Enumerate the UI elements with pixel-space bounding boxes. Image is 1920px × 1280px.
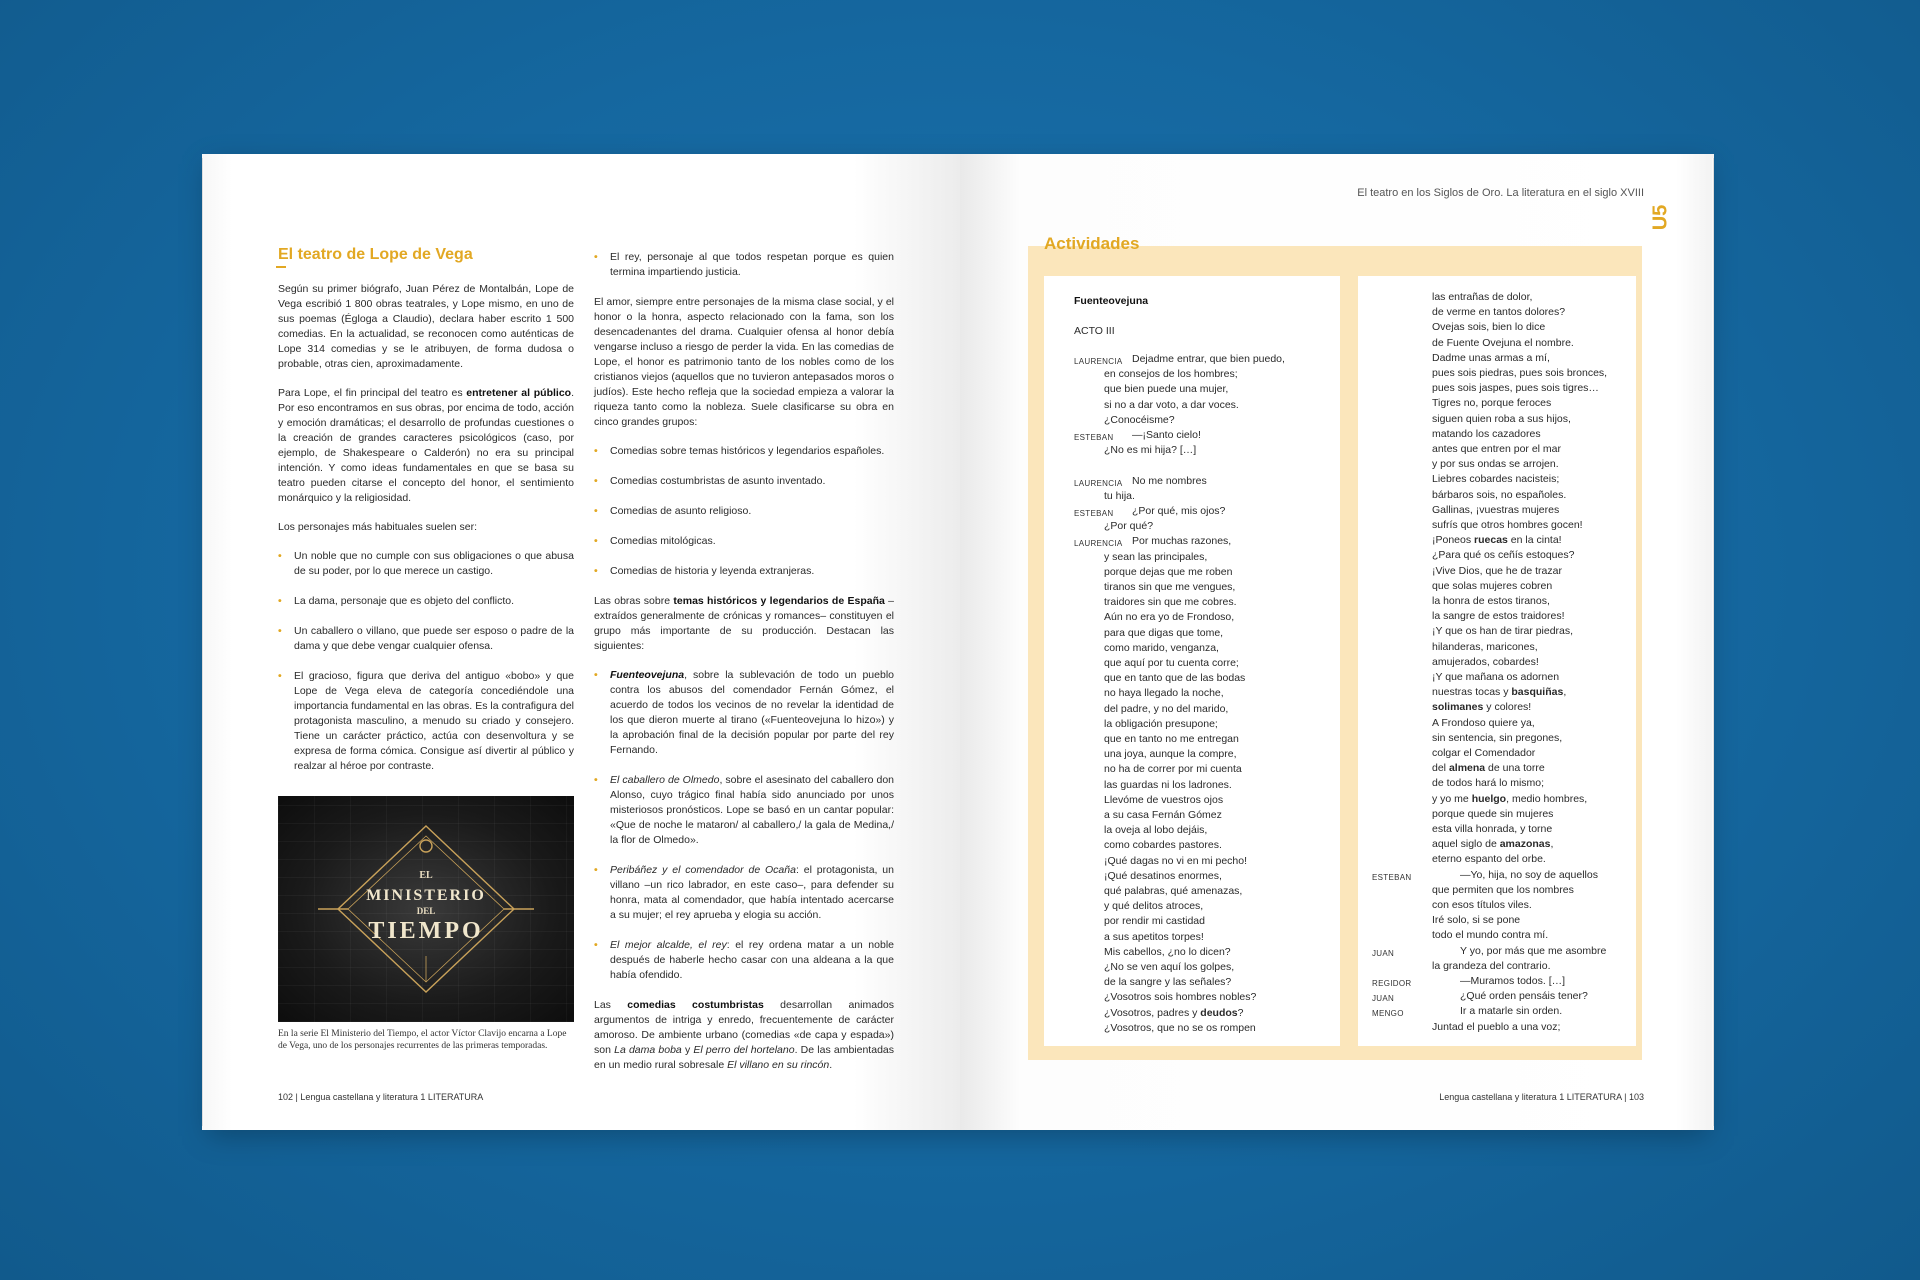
poem-panel-1 — [1044, 276, 1340, 1046]
verse-line: la oveja al lobo dejáis, — [1104, 824, 1208, 837]
work-title: El caballero de Olmedo — [610, 774, 720, 786]
verse-line: a sus apetitos torpes! — [1104, 930, 1204, 943]
act-label: ACTO III — [1074, 325, 1115, 337]
right-page — [960, 154, 1714, 1130]
verse-line: ¡Qué desatinos enormes, — [1104, 869, 1222, 882]
verse-line: Llevóme de vuestros ojos — [1104, 793, 1224, 806]
characters-list — [278, 549, 574, 774]
list-item: • El rey, personaje al que todos respetan porque es quien termina impartiendo justicia. — [594, 250, 894, 280]
series-photo — [278, 796, 574, 1022]
verse-line: que solas mujeres cobren — [1432, 579, 1553, 592]
verse-line: solimanes y colores! — [1432, 701, 1532, 714]
verse-line: de verme en tantos dolores? — [1432, 306, 1566, 319]
svg-text:MINISTERIO: MINISTERIO — [366, 887, 486, 904]
svg-text:EL: EL — [419, 870, 433, 881]
verse-line: no ha de correr por mi cuenta — [1104, 763, 1242, 776]
page-number-right: Lengua castellana y literatura 1 LITERATURA | 103 — [1439, 1092, 1644, 1102]
verse-line: del padre, y no del marido, — [1104, 702, 1229, 715]
verse-line: No me nombres — [1132, 474, 1207, 487]
list-item: • Comedias de asunto religioso. — [594, 504, 894, 519]
list-item: • Un noble que no cumple con sus obligaciones o que abusa de su poder, por lo que merece un castigo. — [278, 549, 574, 579]
paragraph-intro: Según su primer biógrafo, Juan Pérez de Montalbán, Lope de Vega escribió 1 800 obras teatrales, y Lope mismo, en uno de sus poemas (Égloga a Claudio), declara haber escrito 1 500 comedias. En la actualidad, se reconocen como auténticas de Lope 314 comedias y se le atribuyen, de forma dudosa o probable, otras cien, aproximadamente. — [278, 283, 574, 370]
verse-line: Juntad el pueblo a una voz; — [1432, 1020, 1561, 1033]
verse-line: porque dejas que me roben — [1104, 565, 1233, 578]
verse-line: Liebres cobardes nacisteis; — [1432, 473, 1560, 486]
verse-line: que aquí por tu cuenta corre; — [1104, 657, 1239, 669]
page-edges-right — [1712, 158, 1714, 1126]
open-textbook — [202, 154, 1714, 1130]
verse-line: nuestras tocas y basquiñas, — [1432, 686, 1567, 699]
verse-line: de todos hará lo mismo; — [1432, 777, 1545, 790]
king-list — [594, 250, 894, 280]
ministerio-logo — [278, 796, 574, 1022]
verse-line: ¿Qué orden pensáis tener? — [1460, 990, 1588, 1003]
verse-line: ¡Y que mañana os adornen — [1432, 671, 1560, 683]
verse-line: Tigres no, porque feroces — [1432, 397, 1552, 410]
paragraph-love-honor: El amor, siempre entre personajes de la misma clase social, y el honor o la honra, aspecto relacionado con la fama, son los desencadenantes del drama. Cualquier ofensa al honor debía vengarse incluso a riesgo de perder la vida. En las comedias de Lope, el honor es patrimonio tanto de los nobles como de los cristianos viejos (aquellos que no tuvieron antepasados moros o judíos). Este hecho refleja que la sociedad empieza a valorar la riqueza tanto como la nobleza. Suele clasificarse su obra en cinco grandes grupos: — [594, 296, 894, 428]
paragraph-costumbristas: Las comedias costumbristas desarrollan animados argumentos de intriga y enredo, frecuentemente de carácter amoroso. De ambiente urbano (comedias «de capa y espada») son La dama boba y El perro del hortelano. De las ambientadas en un medio rural sobresale El villano en su rincón. — [594, 999, 894, 1071]
list-item: • El caballero de Olmedo, sobre el asesinato del caballero don Alonso, cuyo trágico final había sido anunciado por unos misteriosos pronósticos. Lope se basó en un cantar popular: «Que de noche le mataron/ al caballero,/ la gala de Medina,/ la flor de Olmedo». — [594, 773, 894, 848]
verse-line: hilanderas, maricones, — [1432, 640, 1538, 653]
svg-text:DEL: DEL — [416, 906, 436, 916]
verse-line: ¿No se ven aquí los golpes, — [1104, 961, 1235, 973]
play-title: Fuenteovejuna — [1074, 295, 1149, 307]
verse-line: por rendir mi castidad — [1104, 915, 1205, 928]
speaker-name: ESTEBAN — [1074, 509, 1114, 518]
verse-line: traidores sin que me cobres. — [1104, 596, 1237, 609]
speaker-name: ESTEBAN — [1372, 872, 1412, 882]
groups-list — [594, 444, 894, 579]
verse-line: como cobardes pastores. — [1104, 839, 1222, 852]
list-item: • Comedias sobre temas históricos y legendarios españoles. — [594, 444, 894, 459]
verse-line: en consejos de los hombres; — [1104, 368, 1238, 381]
verse-line: y sean las principales, — [1104, 550, 1208, 563]
verse-line: la obligación presupone; — [1104, 717, 1218, 730]
verse-line: Aún no era yo de Frondoso, — [1104, 611, 1235, 624]
verse-line: antes que entren por el mar — [1432, 443, 1561, 455]
verse-line: ¿Vosotros, padres y deudos? — [1104, 1006, 1244, 1019]
bold-term: temas históricos y legendarios de España — [673, 595, 885, 607]
verse-line: ¡Vive Dios, que he de trazar — [1432, 564, 1562, 577]
verse-line: Y yo, por más que me asombre — [1460, 944, 1607, 957]
speaker-name: ESTEBAN — [1074, 433, 1114, 442]
list-item: • Un caballero o villano, que puede ser esposo o padre de la dama y que debe vengar cualquier ofensa. — [278, 624, 574, 654]
speaker-name: JUAN — [1372, 948, 1395, 958]
svg-text:TIEMPO: TIEMPO — [368, 918, 484, 944]
running-head: El teatro en los Siglos de Oro. La literatura en el siglo XVIII — [1357, 187, 1644, 199]
left-page — [202, 154, 960, 1130]
bold-term: entretener al público — [466, 387, 572, 399]
verse-line: Por muchas razones, — [1132, 535, 1232, 548]
work-title: El mejor alcalde, el rey — [610, 939, 727, 951]
verse-line: colgar el Comendador — [1432, 747, 1536, 759]
verse-line: A Frondoso quiere ya, — [1432, 716, 1535, 729]
verse-line: sin sentencia, sin pregones, — [1432, 731, 1563, 744]
list-item: • Peribáñez y el comendador de Ocaña: el protagonista, un villano –un rico labrador, en este caso–, para defender su honra, mata al comendador, que había intentado acercarse a su mujer; el rey aprueba y elogia su acción. — [594, 863, 894, 923]
paragraph-purpose: Para Lope, el fin principal del teatro es entretener al público. Por eso encontramos en sus obras, por encima de todo, acción y emoción dramáticas; el desarrollo de profundas cuestiones o la creación de grandes caracteres psicológicos (caso, por ejemplo, de Shakespeare o Calderón) no era su principal intención. Y como ideas fundamentales en que se basa su teatro pueden citarse el concepto del honor, el sentimiento monárquico y la religiosidad. — [278, 387, 574, 504]
speaker-name: MENGO — [1372, 1009, 1404, 1019]
verse-line: amujerados, cobardes! — [1432, 655, 1539, 668]
verse-line: a su casa Fernán Gómez — [1104, 809, 1222, 821]
speaker-name: LAURENCIA — [1074, 478, 1123, 488]
list-item: • Comedias costumbristas de asunto inventado. — [594, 474, 894, 489]
verse-line: tiranos sin que me vengues, — [1104, 581, 1236, 593]
unit-label: U5 — [1649, 204, 1672, 231]
poem-panel-2 — [1358, 276, 1636, 1046]
verse-line: la honra de estos tiranos, — [1432, 595, 1550, 607]
verse-line: y por sus ondas se arrojen. — [1432, 458, 1559, 471]
verse-line: de la sangre y las señales? — [1104, 976, 1232, 989]
section-title: El teatro de Lope de Vega — [278, 246, 473, 263]
verse-line: si no a dar voto, a dar voces. — [1104, 398, 1239, 411]
verse-line: que en tanto no me entregan — [1104, 733, 1239, 745]
verse-line: ¡Poneos ruecas en la cinta! — [1432, 534, 1562, 547]
title-accent-bar — [276, 266, 286, 268]
verse-line: —¡Santo cielo! — [1132, 429, 1201, 441]
verse-line: tu hija. — [1104, 489, 1135, 502]
list-item: • La dama, personaje que es objeto del conflicto. — [278, 594, 574, 609]
verse-line: que bien puede una mujer, — [1104, 383, 1229, 396]
paragraph-characters: Los personajes más habituales suelen ser: — [278, 521, 478, 533]
verse-line: y yo me huelgo, medio hombres, — [1432, 792, 1588, 805]
list-item: • Comedias mitológicas. — [594, 534, 894, 549]
verse-line: de Fuente Ovejuna el nombre. — [1432, 336, 1574, 349]
verse-line: que en tanto que de las bodas — [1104, 672, 1246, 685]
work-title: Peribáñez y el comendador de Ocaña — [610, 864, 796, 876]
verse-line: con esos títulos viles. — [1432, 899, 1532, 911]
verse-line: todo el mundo contra mí. — [1432, 929, 1549, 942]
photo-caption: En la serie El Ministerio del Tiempo, el actor Víctor Clavijo encarna a Lope de Vega, uno de los personajes recurrentes de las primeras temporadas. — [278, 1029, 567, 1051]
page-number-left: 102 | Lengua castellana y literatura 1 LITERATURA — [278, 1092, 484, 1102]
verse-line: Iré solo, si se pone — [1432, 914, 1521, 927]
verse-line: para que digas que tome, — [1104, 626, 1224, 639]
verse-line: sufrís que otros hombres gocen! — [1432, 519, 1583, 531]
verse-line: no haya llegado la noche, — [1104, 687, 1224, 700]
verse-line: del almena de una torre — [1432, 762, 1545, 775]
left-column-2 — [594, 250, 894, 1087]
verse-line: ¡Y que os han de tirar piedras, — [1432, 625, 1574, 638]
list-item: • Fuenteovejuna, sobre la sublevación de todo un pueblo contra los abusos del comendador Fernán Gómez, el acuerdo de todos los vecinos de no revelar la identidad de los que dieron muerte al tirano («Fuenteovejuna lo hizo») y la aprobación final de la decisión popular por parte del rey Fernando. — [594, 668, 894, 758]
verse-line: como marido, venganza, — [1104, 641, 1219, 654]
speaker-name: LAURENCIA — [1074, 357, 1123, 366]
verse-line: aquel siglo de amazonas, — [1432, 838, 1554, 851]
list-item: • El mejor alcalde, el rey: el rey ordena matar a un noble después de haberle hecho casar con una aldeana a la que había ofendido. — [594, 938, 894, 983]
verse-line: ¿Conocéisme? — [1104, 413, 1175, 426]
verse-line: porque quede sin mujeres — [1432, 807, 1554, 820]
verse-line: Dejadme entrar, que bien puedo, — [1132, 353, 1285, 365]
list-item: • El gracioso, figura que deriva del antiguo «bobo» y que Lope de Vega eleva de categoría concediéndole una importancia fundamental en las obras. Es la contrafigura del protagonista masculino, a menudo su criado y consejero. Tiene un carácter práctico, actúa con desenvoltura y se expresa de forma cómica. Consigue así divertir al público y realzar al héroe por contraste. — [278, 669, 574, 774]
verse-line: Dadme unas armas a mí, — [1432, 351, 1550, 364]
speaker-name: LAURENCIA — [1074, 539, 1123, 549]
verse-line: ¿No es mi hija? […] — [1104, 444, 1197, 457]
verse-line: —Yo, hija, no soy de aquellos — [1460, 868, 1598, 881]
verse-line: ¿Por qué? — [1104, 520, 1154, 533]
speaker-name: REGIDOR — [1372, 979, 1412, 988]
verse-line: la grandeza del contrario. — [1432, 959, 1551, 972]
verse-line: que permiten que los nombres — [1432, 883, 1574, 896]
paragraph-historical: Las obras sobre temas históricos y legendarios de España –extraídos generalmente de crónicas y romances– constituyen el grupo más importante de su producción. Destacan las siguientes: — [594, 595, 894, 652]
verse-line: pues sois jaspes, pues sois tigres… — [1432, 382, 1599, 395]
verse-line: una joya, aunque la compre, — [1104, 748, 1237, 761]
left-column-1 — [278, 282, 574, 789]
verse-line: ¿Vosotros sois hombres nobles? — [1104, 991, 1257, 1004]
verse-line: eterno espanto del orbe. — [1432, 853, 1546, 866]
verse-line: Ovejas sois, bien lo dice — [1432, 321, 1546, 334]
verse-line: las entrañas de dolor, — [1432, 291, 1533, 303]
verse-line: ¿Por qué, mis ojos? — [1132, 505, 1226, 517]
verse-line: qué palabras, qué amenazas, — [1104, 885, 1243, 897]
verse-line: siguen quien roba a sus hijos, — [1432, 412, 1571, 425]
list-item: • Comedias de historia y leyenda extranjeras. — [594, 564, 894, 579]
verse-line: las guardas ni los ladrones. — [1104, 778, 1232, 791]
verse-line: ¿Para qué os ceñís estoques? — [1432, 549, 1575, 562]
verse-line: ¡Qué dagas no vi en mi pecho! — [1104, 854, 1248, 867]
page-edges-left — [202, 158, 204, 1126]
verse-line: —Muramos todos. […] — [1460, 975, 1566, 987]
bold-term: comedias costumbristas — [627, 999, 764, 1011]
verse-line: bárbaros sois, no españoles. — [1432, 488, 1567, 501]
verse-line: Gallinas, ¡vuestras mujeres — [1432, 503, 1560, 516]
verse-line: esta villa honrada, y torne — [1432, 823, 1553, 835]
verse-line: Mis cabellos, ¿no lo dicen? — [1104, 945, 1231, 958]
work-title: Fuenteovejuna — [610, 669, 685, 681]
verse-line: y qué delitos atroces, — [1104, 900, 1204, 913]
verse-line: pues sois piedras, pues sois bronces, — [1432, 367, 1608, 379]
speaker-name: JUAN — [1372, 994, 1395, 1004]
verse-line: la sangre de estos traidores! — [1432, 610, 1565, 623]
activities-title: Actividades — [1044, 234, 1140, 253]
verse-line: matando los cazadores — [1432, 427, 1541, 440]
verse-line: Ir a matarle sin orden. — [1460, 1005, 1563, 1018]
verse-line: ¿Vosotros, que no se os rompen — [1104, 1021, 1256, 1034]
works-list — [594, 668, 894, 983]
